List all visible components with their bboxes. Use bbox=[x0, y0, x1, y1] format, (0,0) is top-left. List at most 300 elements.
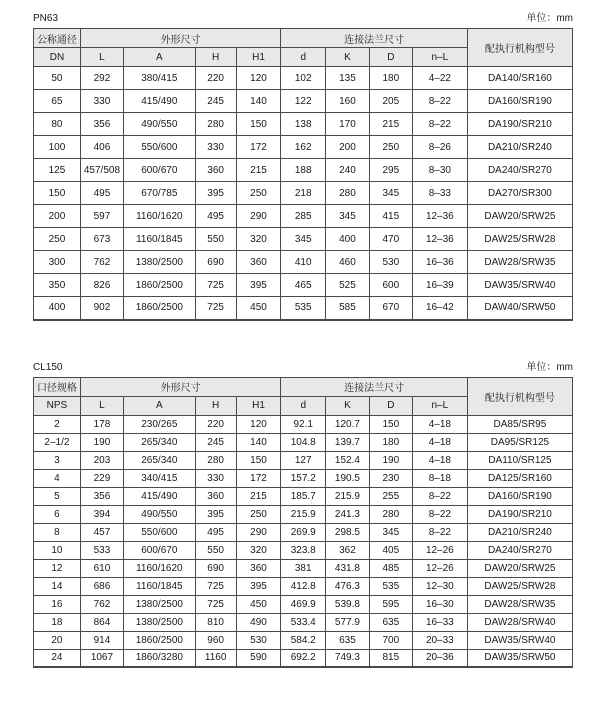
table-cell: 815 bbox=[369, 649, 412, 667]
table-cell: DAW40/SRW50 bbox=[467, 297, 572, 320]
table-cell: DAW35/SRW40 bbox=[467, 631, 572, 649]
col-header-dn: DN bbox=[34, 48, 81, 67]
table-row bbox=[34, 613, 573, 631]
col-header-h: H bbox=[195, 48, 236, 67]
cl150-table-body bbox=[34, 415, 573, 667]
table-cell: 8–22 bbox=[412, 90, 467, 113]
table-cell: 415 bbox=[369, 205, 412, 228]
table-cell: 178 bbox=[80, 415, 123, 433]
table-cell: 180 bbox=[369, 67, 412, 90]
table-cell: 539.8 bbox=[326, 595, 370, 613]
unit-label: 单位：mm bbox=[526, 361, 573, 373]
table-cell: 470 bbox=[369, 228, 412, 251]
col-header-d-small: d bbox=[281, 48, 326, 67]
table-cell: 8–22 bbox=[412, 505, 467, 523]
table-cell: 190 bbox=[369, 451, 412, 469]
table-cell: 230/265 bbox=[124, 415, 196, 433]
table-row bbox=[34, 297, 573, 320]
table-cell: 8–33 bbox=[412, 182, 467, 205]
table-cell: 138 bbox=[281, 113, 326, 136]
col-group-flange-dims: 连接法兰尺寸 bbox=[281, 377, 467, 396]
table-cell: 400 bbox=[326, 228, 370, 251]
table-cell: 485 bbox=[369, 559, 412, 577]
table-cell: 686 bbox=[80, 577, 123, 595]
pn63-table-section bbox=[33, 13, 573, 321]
table-cell: 320 bbox=[236, 541, 281, 559]
table-row bbox=[34, 559, 573, 577]
table-row bbox=[34, 274, 573, 297]
table-cell: 530 bbox=[236, 631, 281, 649]
table-cell: 525 bbox=[326, 274, 370, 297]
table-cell: 405 bbox=[369, 541, 412, 559]
table-cell: 600 bbox=[369, 274, 412, 297]
table-cell: 700 bbox=[369, 631, 412, 649]
table-cell: 585 bbox=[326, 297, 370, 320]
table-cell: 215.9 bbox=[281, 505, 326, 523]
pn63-table-header bbox=[34, 29, 573, 67]
table-cell: 826 bbox=[80, 274, 123, 297]
table-cell: 762 bbox=[80, 251, 123, 274]
table-cell: 810 bbox=[195, 613, 236, 631]
table-cell: 265/340 bbox=[124, 451, 196, 469]
table-cell: 12–26 bbox=[412, 559, 467, 577]
table-cell: DA240/SR270 bbox=[467, 541, 572, 559]
table-cell: 533.4 bbox=[281, 613, 326, 631]
table-cell: 465 bbox=[281, 274, 326, 297]
table-row bbox=[34, 67, 573, 90]
table-cell: DA190/SR210 bbox=[467, 113, 572, 136]
table-cell: 749.3 bbox=[326, 649, 370, 667]
table-cell: 8–22 bbox=[412, 113, 467, 136]
table-cell: 460 bbox=[326, 251, 370, 274]
table-cell: 412.8 bbox=[281, 577, 326, 595]
table-cell: 415/490 bbox=[124, 487, 196, 505]
table-cell: 50 bbox=[34, 67, 81, 90]
table-cell: 410 bbox=[281, 251, 326, 274]
table-cell: 139.7 bbox=[326, 433, 370, 451]
table-cell: 205 bbox=[369, 90, 412, 113]
col-header-a: A bbox=[124, 396, 196, 415]
table-cell: 380/415 bbox=[124, 67, 196, 90]
table-cell: 12–36 bbox=[412, 228, 467, 251]
table-cell: 245 bbox=[195, 90, 236, 113]
table-cell: 400 bbox=[34, 297, 81, 320]
table-cell: 762 bbox=[80, 595, 123, 613]
pn63-spec-table bbox=[33, 28, 573, 321]
table-cell: 160 bbox=[326, 90, 370, 113]
table-cell: 20–33 bbox=[412, 631, 467, 649]
table-cell: DA95/SR125 bbox=[467, 433, 572, 451]
table-cell: DA160/SR190 bbox=[467, 90, 572, 113]
table-cell: 269.9 bbox=[281, 523, 326, 541]
table-cell: 395 bbox=[236, 577, 281, 595]
table-cell: 150 bbox=[236, 451, 281, 469]
table-cell: 280 bbox=[369, 505, 412, 523]
table-cell: 345 bbox=[369, 182, 412, 205]
table-cell: 2–1/2 bbox=[34, 433, 81, 451]
table-cell: 495 bbox=[80, 182, 123, 205]
col-header-l: L bbox=[80, 396, 123, 415]
table-cell: 2 bbox=[34, 415, 81, 433]
table-cell: 610 bbox=[80, 559, 123, 577]
table-cell: 16 bbox=[34, 595, 81, 613]
table-cell: 215 bbox=[236, 159, 281, 182]
table-row bbox=[34, 182, 573, 205]
table-cell: 490 bbox=[236, 613, 281, 631]
unit-label: 单位：mm bbox=[526, 13, 573, 24]
table-cell: 450 bbox=[236, 297, 281, 320]
table-caption-cl150: CL150 bbox=[33, 361, 63, 373]
table-cell: 5 bbox=[34, 487, 81, 505]
table-cell: 295 bbox=[369, 159, 412, 182]
table-cell: 280 bbox=[195, 113, 236, 136]
table-cell: 16–36 bbox=[412, 251, 467, 274]
table-cell: 725 bbox=[195, 577, 236, 595]
table-row bbox=[34, 159, 573, 182]
table-row bbox=[34, 136, 573, 159]
table-cell: 140 bbox=[236, 90, 281, 113]
table-cell: 8–30 bbox=[412, 159, 467, 182]
table-cell: DA140/SR160 bbox=[467, 67, 572, 90]
table-cell: 8 bbox=[34, 523, 81, 541]
table-cell: 1160/1845 bbox=[124, 577, 196, 595]
table-row bbox=[34, 433, 573, 451]
table-cell: 4–18 bbox=[412, 415, 467, 433]
table-cell: 255 bbox=[369, 487, 412, 505]
table-cell: 180 bbox=[369, 433, 412, 451]
table-row bbox=[34, 595, 573, 613]
table-cell: 220 bbox=[195, 415, 236, 433]
col-header-h1: H1 bbox=[236, 48, 281, 67]
table-cell: 550 bbox=[195, 541, 236, 559]
table-cell: 330 bbox=[195, 469, 236, 487]
table-cell: 12 bbox=[34, 559, 81, 577]
col-header-k: K bbox=[326, 396, 370, 415]
table-cell: 960 bbox=[195, 631, 236, 649]
table-cell: 476.3 bbox=[326, 577, 370, 595]
table-cell: 692.2 bbox=[281, 649, 326, 667]
table-row bbox=[34, 487, 573, 505]
col-group-flange-dims: 连接法兰尺寸 bbox=[281, 29, 467, 48]
table-cell: 16–42 bbox=[412, 297, 467, 320]
table-cell: 240 bbox=[326, 159, 370, 182]
table-cell: 162 bbox=[281, 136, 326, 159]
table-cell: 415/490 bbox=[124, 90, 196, 113]
table-cell: 12–30 bbox=[412, 577, 467, 595]
table-cell: 125 bbox=[34, 159, 81, 182]
table-cell: 250 bbox=[369, 136, 412, 159]
table-cell: 360 bbox=[236, 251, 281, 274]
table-cell: 550 bbox=[195, 228, 236, 251]
table-cell: 14 bbox=[34, 577, 81, 595]
table-cell: 24 bbox=[34, 649, 81, 667]
table-cell: 690 bbox=[195, 559, 236, 577]
table-cell: 230 bbox=[369, 469, 412, 487]
table-row bbox=[34, 469, 573, 487]
table-cell: 8–18 bbox=[412, 469, 467, 487]
table-cell: 395 bbox=[236, 274, 281, 297]
table-cell: 280 bbox=[195, 451, 236, 469]
table-cell: 122 bbox=[281, 90, 326, 113]
table-cell: 127 bbox=[281, 451, 326, 469]
table-cell: 1380/2500 bbox=[124, 613, 196, 631]
table-cell: 120 bbox=[236, 415, 281, 433]
table-cell: 350 bbox=[34, 274, 81, 297]
table-row bbox=[34, 228, 573, 251]
table-cell: 495 bbox=[195, 205, 236, 228]
table-row bbox=[34, 451, 573, 469]
pn63-table-body bbox=[34, 67, 573, 320]
table-cell: 914 bbox=[80, 631, 123, 649]
table-cell: 80 bbox=[34, 113, 81, 136]
table-cell: 360 bbox=[236, 559, 281, 577]
col-group-outline-dims: 外形尺寸 bbox=[80, 377, 280, 396]
table-cell: 6 bbox=[34, 505, 81, 523]
table-cell: 190.5 bbox=[326, 469, 370, 487]
table-cell: 535 bbox=[281, 297, 326, 320]
table-cell: 345 bbox=[369, 523, 412, 541]
table-cell: 150 bbox=[34, 182, 81, 205]
table-cell: 285 bbox=[281, 205, 326, 228]
table-cell: DAW28/SRW35 bbox=[467, 251, 572, 274]
table-cell: DAW25/SRW28 bbox=[467, 577, 572, 595]
col-header-l: L bbox=[80, 48, 123, 67]
col-header-a: A bbox=[124, 48, 196, 67]
col-header-k: K bbox=[326, 48, 370, 67]
table-cell: 1067 bbox=[80, 649, 123, 667]
table-cell: 345 bbox=[281, 228, 326, 251]
table-cell: 215 bbox=[236, 487, 281, 505]
table-cell: 725 bbox=[195, 274, 236, 297]
table-cell: 200 bbox=[326, 136, 370, 159]
table-cell: 1160 bbox=[195, 649, 236, 667]
col-header-actuator-model: 配执行机构型号 bbox=[467, 377, 572, 415]
table-cell: 140 bbox=[236, 433, 281, 451]
col-header-h1: H1 bbox=[236, 396, 281, 415]
table-cell: 16–33 bbox=[412, 613, 467, 631]
table-cell: DA210/SR240 bbox=[467, 136, 572, 159]
header-group-row bbox=[34, 377, 573, 396]
table-cell: 394 bbox=[80, 505, 123, 523]
table-cell: 280 bbox=[326, 182, 370, 205]
table-cell: 190 bbox=[80, 433, 123, 451]
table-cell: 8–26 bbox=[412, 136, 467, 159]
table-row bbox=[34, 631, 573, 649]
table-row bbox=[34, 505, 573, 523]
table-cell: 725 bbox=[195, 595, 236, 613]
table-cell: 670/785 bbox=[124, 182, 196, 205]
table-cell: 3 bbox=[34, 451, 81, 469]
table-cell: 550/600 bbox=[124, 136, 196, 159]
table-cell: 200 bbox=[34, 205, 81, 228]
table-cell: 450 bbox=[236, 595, 281, 613]
table-cell: 597 bbox=[80, 205, 123, 228]
table-cell: 290 bbox=[236, 523, 281, 541]
table-cell: 725 bbox=[195, 297, 236, 320]
table-cell: DAW20/SRW25 bbox=[467, 559, 572, 577]
table-cell: 1160/1620 bbox=[124, 205, 196, 228]
table-cell: 1860/2500 bbox=[124, 274, 196, 297]
table-row bbox=[34, 113, 573, 136]
table-cell: 356 bbox=[80, 113, 123, 136]
table-cell: 8–22 bbox=[412, 523, 467, 541]
cl150-table-header bbox=[34, 377, 573, 415]
col-header-actuator-model: 配执行机构型号 bbox=[467, 29, 572, 67]
cl150-table-section bbox=[33, 362, 573, 669]
table-cell: 1860/2500 bbox=[124, 631, 196, 649]
table-cell: DAW28/SRW35 bbox=[467, 595, 572, 613]
table-cell: 4–18 bbox=[412, 433, 467, 451]
table-cell: 102 bbox=[281, 67, 326, 90]
table-cell: 218 bbox=[281, 182, 326, 205]
table-cell: DAW35/SRW40 bbox=[467, 274, 572, 297]
table-cell: 673 bbox=[80, 228, 123, 251]
table-cell: DA85/SR95 bbox=[467, 415, 572, 433]
table-cell: 360 bbox=[195, 159, 236, 182]
table-cell: 395 bbox=[195, 505, 236, 523]
table-row bbox=[34, 523, 573, 541]
table-cell: 1380/2500 bbox=[124, 595, 196, 613]
table-cell: 323.8 bbox=[281, 541, 326, 559]
table-cell: 16–30 bbox=[412, 595, 467, 613]
table-cell: 65 bbox=[34, 90, 81, 113]
table-cell: 1860/2500 bbox=[124, 297, 196, 320]
col-header-d-big: D bbox=[369, 396, 412, 415]
table-cell: 100 bbox=[34, 136, 81, 159]
table-cell: 362 bbox=[326, 541, 370, 559]
table-cell: 590 bbox=[236, 649, 281, 667]
table-cell: DA125/SR160 bbox=[467, 469, 572, 487]
table-cell: 12–26 bbox=[412, 541, 467, 559]
col-header-nps: NPS bbox=[34, 396, 81, 415]
table-cell: DA190/SR210 bbox=[467, 505, 572, 523]
table-cell: 457 bbox=[80, 523, 123, 541]
table-cell: DA160/SR190 bbox=[467, 487, 572, 505]
table-cell: DAW28/SRW40 bbox=[467, 613, 572, 631]
table-cell: 1160/1620 bbox=[124, 559, 196, 577]
table-row bbox=[34, 205, 573, 228]
table-cell: 20–36 bbox=[412, 649, 467, 667]
table-cell: DA210/SR240 bbox=[467, 523, 572, 541]
table-cell: 864 bbox=[80, 613, 123, 631]
table-cell: 600/670 bbox=[124, 541, 196, 559]
table-cell: 298.5 bbox=[326, 523, 370, 541]
table-cell: 172 bbox=[236, 469, 281, 487]
table-row bbox=[34, 577, 573, 595]
table-cell: 1380/2500 bbox=[124, 251, 196, 274]
col-group-nominal-size: 口径规格 bbox=[34, 377, 81, 396]
table-cell: 18 bbox=[34, 613, 81, 631]
table-cell: 150 bbox=[369, 415, 412, 433]
table-cell: 245 bbox=[195, 433, 236, 451]
table-cell: DA270/SR300 bbox=[467, 182, 572, 205]
table-cell: 135 bbox=[326, 67, 370, 90]
table-cell: 584.2 bbox=[281, 631, 326, 649]
col-group-nominal-size: 公称通径 bbox=[34, 29, 81, 48]
table-cell: 292 bbox=[80, 67, 123, 90]
table-cell: 250 bbox=[236, 182, 281, 205]
table-cell: 250 bbox=[34, 228, 81, 251]
table-cell: 1860/3280 bbox=[124, 649, 196, 667]
table-cell: 395 bbox=[195, 182, 236, 205]
table-cell: 690 bbox=[195, 251, 236, 274]
table-cell: 330 bbox=[195, 136, 236, 159]
table-cell: 595 bbox=[369, 595, 412, 613]
col-header-n-l: n–L bbox=[412, 48, 467, 67]
table-cell: 4–18 bbox=[412, 451, 467, 469]
table-cell: 1160/1845 bbox=[124, 228, 196, 251]
table-cell: 490/550 bbox=[124, 505, 196, 523]
table-cell: 600/670 bbox=[124, 159, 196, 182]
table-caption-pn63: PN63 bbox=[33, 13, 59, 24]
table-cell: 469.9 bbox=[281, 595, 326, 613]
table-cell: 340/415 bbox=[124, 469, 196, 487]
table-cell: DA240/SR270 bbox=[467, 159, 572, 182]
table-cell: DAW25/SRW28 bbox=[467, 228, 572, 251]
table-cell: 215.9 bbox=[326, 487, 370, 505]
table-cell: 330 bbox=[80, 90, 123, 113]
table-cell: 229 bbox=[80, 469, 123, 487]
table-cell: 104.8 bbox=[281, 433, 326, 451]
table-cell: 406 bbox=[80, 136, 123, 159]
table-cell: 457/508 bbox=[80, 159, 123, 182]
table-cell: 10 bbox=[34, 541, 81, 559]
table-row bbox=[34, 251, 573, 274]
col-header-n-l: n–L bbox=[412, 396, 467, 415]
table-cell: 265/340 bbox=[124, 433, 196, 451]
table-cell: 530 bbox=[369, 251, 412, 274]
table-cell: 120.7 bbox=[326, 415, 370, 433]
table-cell: 92.1 bbox=[281, 415, 326, 433]
table-cell: 345 bbox=[326, 205, 370, 228]
table-cell: 12–36 bbox=[412, 205, 467, 228]
cl150-spec-table bbox=[33, 377, 573, 669]
table-cell: 495 bbox=[195, 523, 236, 541]
table-cell: 490/550 bbox=[124, 113, 196, 136]
table-cell: 670 bbox=[369, 297, 412, 320]
header-group-row bbox=[34, 29, 573, 48]
table-cell: 290 bbox=[236, 205, 281, 228]
table-row bbox=[34, 415, 573, 433]
table-cell: 4 bbox=[34, 469, 81, 487]
table-cell: DAW35/SRW50 bbox=[467, 649, 572, 667]
table-cell: 431.8 bbox=[326, 559, 370, 577]
table-cell: 356 bbox=[80, 487, 123, 505]
table-cell: 150 bbox=[236, 113, 281, 136]
table-cell: 220 bbox=[195, 67, 236, 90]
cl150-caption-row bbox=[33, 362, 573, 374]
table-cell: 300 bbox=[34, 251, 81, 274]
table-cell: 152.4 bbox=[326, 451, 370, 469]
table-cell: 902 bbox=[80, 297, 123, 320]
table-cell: 185.7 bbox=[281, 487, 326, 505]
table-cell: 157.2 bbox=[281, 469, 326, 487]
table-cell: 172 bbox=[236, 136, 281, 159]
table-row bbox=[34, 541, 573, 559]
col-header-h: H bbox=[195, 396, 236, 415]
table-cell: 241.3 bbox=[326, 505, 370, 523]
table-cell: 381 bbox=[281, 559, 326, 577]
table-cell: 550/600 bbox=[124, 523, 196, 541]
table-cell: 635 bbox=[326, 631, 370, 649]
table-cell: 120 bbox=[236, 67, 281, 90]
col-header-d-small: d bbox=[281, 396, 326, 415]
table-cell: 535 bbox=[369, 577, 412, 595]
table-row bbox=[34, 90, 573, 113]
table-cell: 20 bbox=[34, 631, 81, 649]
table-cell: 360 bbox=[195, 487, 236, 505]
table-cell: 635 bbox=[369, 613, 412, 631]
